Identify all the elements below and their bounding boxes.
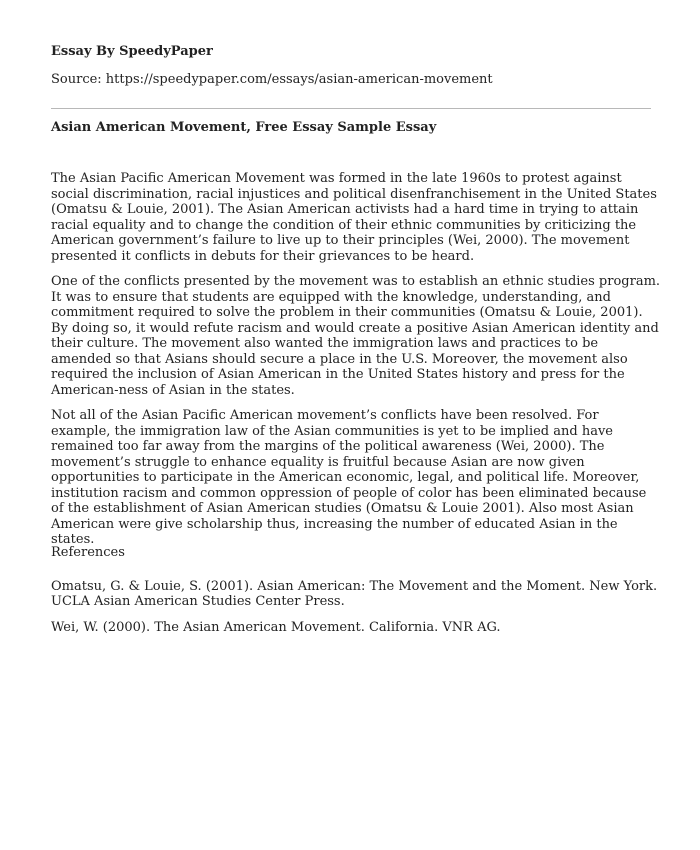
references-heading: References (51, 545, 125, 560)
paragraph-2: One of the conflicts presented by the movement was to establish an ethnic studies program. It was to ensure that students are equipped with the knowledge, understanding, and commitment required to solve the problem in their communities (Omatsu & Louie, 2001). By doing so, it would refute racism and would create a positive Asian American identity and their culture. The movement also wanted the immigration laws and practices to be amended so that Asians should secure a place in the U.S. Moreover, the movement also required the inclusion of Asian American in the United States history and press for the American-ness of Asian in the states. (51, 274, 661, 398)
reference-item: Omatsu, G. & Louie, S. (2001). Asian American: The Movement and the Moment. New York. UCLA Asian American Studies Center Press. (51, 578, 658, 609)
essay-body (51, 171, 661, 558)
divider (51, 108, 651, 109)
reference-item: Wei, W. (2000). The Asian American Movement. California. VNR AG. (51, 619, 501, 635)
essay-title: Asian American Movement, Free Essay Sample Essay (51, 120, 437, 135)
source-line: Source: https://speedypaper.com/essays/asian-american-movement (51, 72, 493, 87)
paragraph-1: The Asian Pacific American Movement was formed in the late 1960s to protest against social discrimination, racial injustices and political disenfranchisement in the United States (Omatsu & Louie, 2001). The Asian American activists had a hard time in trying to attain racial equality and to change the condition of their ethnic communities by criticizing the American government’s failure to live up to their principles (Wei, 2000). The movement presented it conflicts in debuts for their grievances to be heard. (51, 171, 657, 264)
references-section (51, 545, 661, 645)
header-title: Essay By SpeedyPaper (51, 44, 213, 59)
paragraph-3: Not all of the Asian Pacific American movement’s conflicts have been resolved. For example, the immigration law of the Asian communities is yet to be implied and have remained too far away from the margins of the political awareness (Wei, 2000). The movement’s struggle to enhance equality is fruitful because Asian are now given opportunities to participate in the American economic, legal, and political life. Moreover, institution racism and common oppression of people of color has been eliminated because of the establishment of Asian American studies (Omatsu & Louie 2001). Also most Asian American were give scholarship thus, increasing the number of educated Asian in the states. (51, 408, 647, 547)
